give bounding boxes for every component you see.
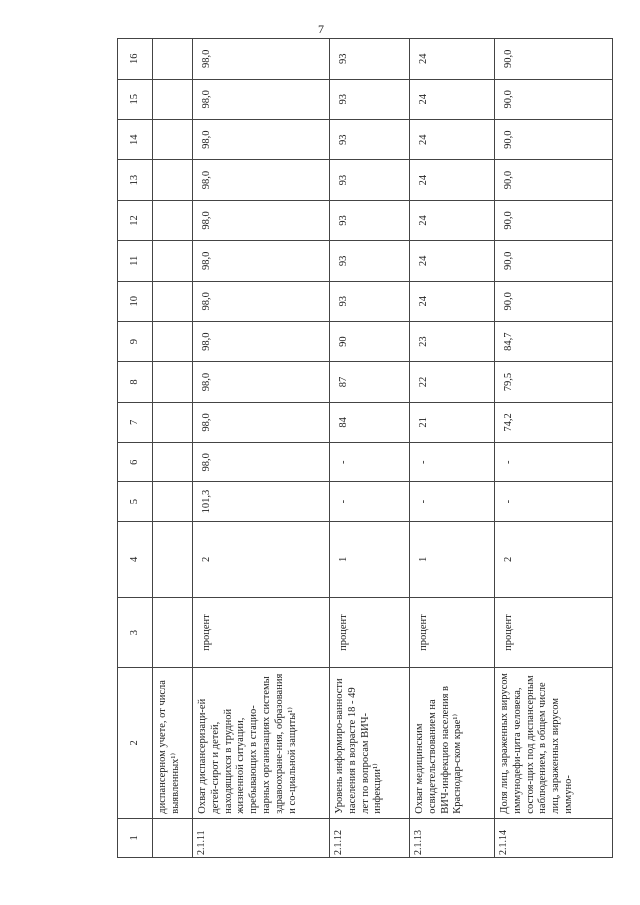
column-header: 14 [118,119,153,159]
row-column-4: 1 [410,521,495,597]
row-unit: процент [495,598,613,668]
table-row [410,39,495,858]
row-value: 90,0 [495,200,613,240]
row-value [153,402,193,442]
column-header: 12 [118,200,153,240]
row-value: 93 [330,241,410,281]
row-value [153,79,193,119]
row-value: 79,5 [495,362,613,402]
column-header: 7 [118,402,153,442]
row-value [153,362,193,402]
row-value: 24 [410,281,495,321]
header-row [118,39,153,858]
row-value: 90,0 [495,39,613,80]
row-value: 98,0 [193,321,330,361]
row-name: Охват медицинским освидетельствованием на ВИЧ-инфекцию населения в Краснодар-ском крае¹⁾ [410,668,495,819]
row-column-4: 2 [193,521,330,597]
row-value: 93 [330,160,410,200]
row-value: 84,7 [495,321,613,361]
row-value [153,321,193,361]
row-unit: процент [330,598,410,668]
row-value [153,443,193,482]
table-row [330,39,410,858]
row-value: - [330,443,410,482]
row-value: 98,0 [193,200,330,240]
column-header: 5 [118,482,153,521]
row-value: 90,0 [495,119,613,159]
row-code [153,818,193,857]
column-header: 11 [118,241,153,281]
row-value: 93 [330,200,410,240]
row-value: - [495,443,613,482]
row-name: Уровень информиро-ванности населения в возрасте 18 - 49 лет по вопросам ВИЧ-инфекции¹⁾ [330,668,410,819]
row-value: 21 [410,402,495,442]
table-row [495,39,613,858]
row-value: - [495,482,613,521]
column-header: 16 [118,39,153,80]
column-header: 6 [118,443,153,482]
column-header: 2 [118,668,153,819]
column-header: 1 [118,818,153,857]
row-column-4: 1 [330,521,410,597]
row-value [153,119,193,159]
row-value: 24 [410,79,495,119]
indicators-table [117,38,613,858]
row-value: 93 [330,79,410,119]
row-value: 98,0 [193,119,330,159]
row-value [153,482,193,521]
row-value: - [330,482,410,521]
page-number: 7 [318,22,324,36]
row-value: 98,0 [193,281,330,321]
row-code: 2.1.12 [330,818,410,857]
row-value [153,241,193,281]
row-code: 2.1.14 [495,818,613,857]
row-value: 90,0 [495,160,613,200]
column-header: 3 [118,598,153,668]
row-value: 90,0 [495,79,613,119]
row-value: 101,3 [193,482,330,521]
row-value [153,39,193,80]
row-value: 23 [410,321,495,361]
row-value: 90 [330,321,410,361]
row-value: 87 [330,362,410,402]
column-header: 15 [118,79,153,119]
column-header: 9 [118,321,153,361]
table-row [193,39,330,858]
row-value: - [410,443,495,482]
row-value: 93 [330,39,410,80]
row-value: - [410,482,495,521]
row-unit [153,598,193,668]
row-name: диспансерном учете, от числа выявленных¹⁾ [153,668,193,819]
row-value: 24 [410,160,495,200]
row-value: 90,0 [495,241,613,281]
row-value [153,281,193,321]
row-value [153,160,193,200]
row-value: 98,0 [193,39,330,80]
row-name: Охват диспансеризаци-ей детей-сирот и детей, находящихся в трудной жизненной ситуации, пребывающих в стацио-нарных организациях системы здравоохране-ния, образования и со-циальной защиты¹⁾ [193,668,330,819]
row-value: 93 [330,119,410,159]
row-value [153,200,193,240]
column-header: 13 [118,160,153,200]
row-code: 2.1.13 [410,818,495,857]
row-unit: процент [410,598,495,668]
row-unit: процент [193,598,330,668]
row-value: 98,0 [193,79,330,119]
column-header: 4 [118,521,153,597]
row-value: 24 [410,39,495,80]
row-value: 24 [410,200,495,240]
table-row [153,39,193,858]
row-value: 98,0 [193,160,330,200]
row-value: 98,0 [193,241,330,281]
row-value: 84 [330,402,410,442]
row-name: Доля лиц, зараженных вирусом иммунодефи-цита человека, состоя-щих под диспансерным наблюдением, в общем числе лиц, зараженных вирусом иммуно- [495,668,613,819]
row-value: 90,0 [495,281,613,321]
row-value: 98,0 [193,402,330,442]
rotated-table-wrapper [117,38,577,858]
row-column-4 [153,521,193,597]
row-column-4: 2 [495,521,613,597]
row-code: 2.1.11 [193,818,330,857]
row-value: 24 [410,241,495,281]
row-value: 74,2 [495,402,613,442]
row-value: 24 [410,119,495,159]
row-value: 93 [330,281,410,321]
column-header: 8 [118,362,153,402]
row-value: 22 [410,362,495,402]
row-value: 98,0 [193,362,330,402]
row-value: 98,0 [193,443,330,482]
column-header: 10 [118,281,153,321]
